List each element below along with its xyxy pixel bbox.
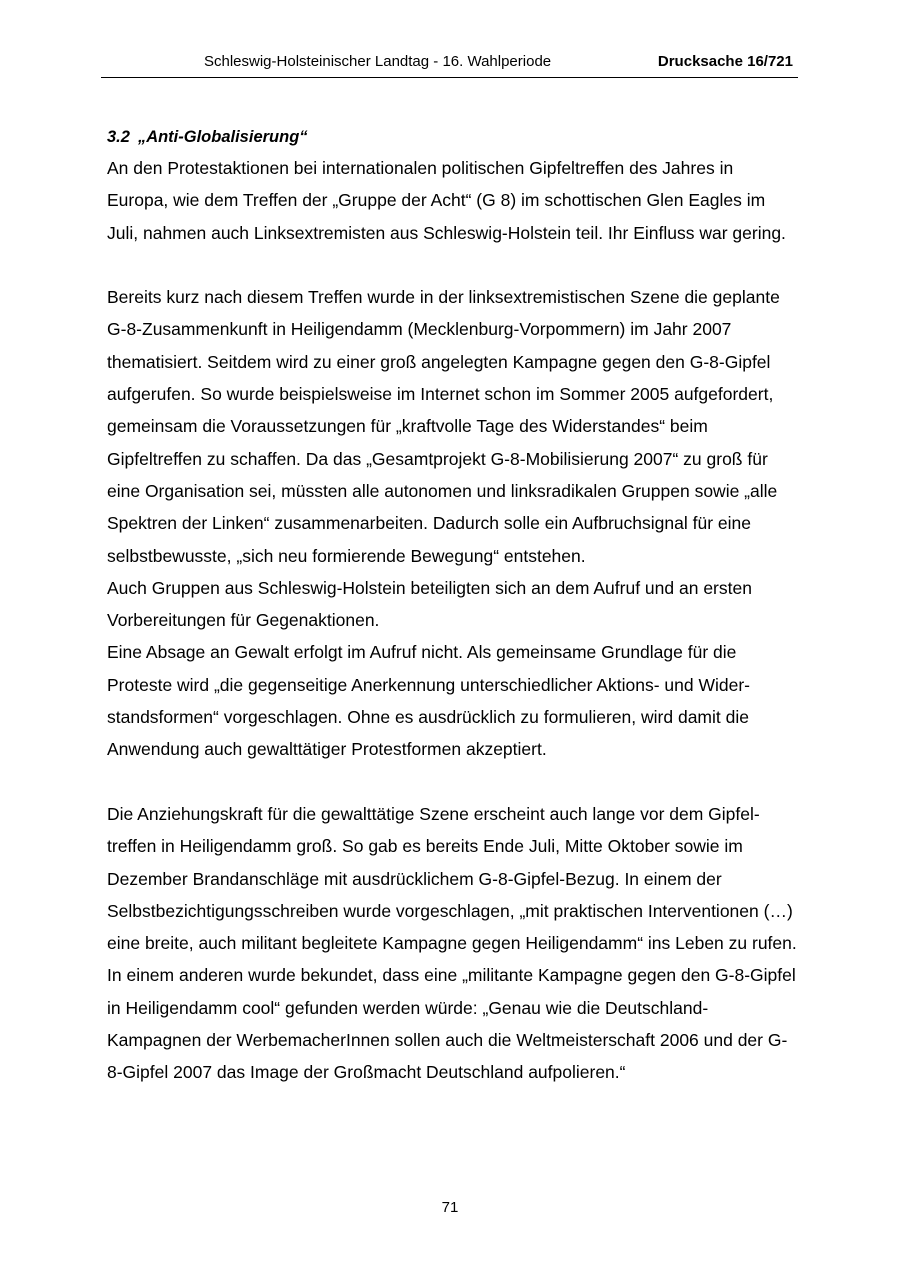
paragraph: Bereits kurz nach diesem Treffen wurde in der linksextremistischen Szene die geplante G-8-Zusammenkunft in Heiligendamm (Mecklenburg-Vorpommern) im Jahr 2007 thematisiert. Seitdem wird zu einer groß angelegten Kampagne gegen den G-8-Gipfel aufgerufen. So wurde beispielsweise im Internet schon im Sommer 2005 aufgefordert, gemeinsam die Voraussetzungen für „kraftvolle Tage des Widerstandes“ beim Gipfeltreffen zu schaffen. Da das „Gesamtprojekt G-8-Mobilisierung 2007“ zu groß für eine Organisation sei, müssten alle autonomen und linksradikalen Gruppen sowie „alle Spektren der Linken“ zusammenarbeiten. Dadurch solle ein Aufbruchsignal für eine selbstbewusste, „sich neu formierende Bewegung“ entstehen. (107, 287, 780, 566)
paragraph: Die Anziehungskraft für die gewalttätige Szene erscheint auch lange vor dem Gipfeltreffen in Heiligendamm groß. So gab es bereits Ende Juli, Mitte Oktober sowie im Dezember Brandanschläge mit ausdrücklichem G-8-Gipfel-Bezug. In einem der Selbstbezichtigungsschreiben wurde vorgeschlagen, „mit praktischen Interventionen (…) eine breite, auch militant begleitete Kampagne gegen Heiligendamm“ ins Leben zu rufen. In einem anderen wurde bekundet, dass eine „militante Kampagne gegen den G-8-Gipfel in Heiligendamm cool“ gefunden werden würde: „Genau wie die Deutschland-Kampagnen der WerbemacherInnen sollen auch die Weltmeisterschaft 2006 und der G-8-Gipfel 2007 das Image der Großmacht Deutschland aufpolieren.“ (107, 803, 797, 1083)
document-number: Drucksache 16/721 (657, 53, 793, 70)
header-title: Schleswig-Holsteinischer Landtag - 16. Wahlperiode (204, 53, 552, 70)
page-number: 71 (441, 1199, 459, 1216)
section-number: 3.2 (107, 128, 130, 146)
page-header (101, 50, 798, 78)
paragraph-spacer (107, 249, 797, 281)
paragraph: Auch Gruppen aus Schleswig-Holstein beteiligten sich an dem Aufruf und an ersten Vorbereitungen für Gegenaktionen. (107, 577, 752, 631)
section-heading (107, 122, 797, 152)
paragraph: An den Protestaktionen bei internationalen politischen Gipfeltreffen des Jahres in Europa, wie dem Treffen der „Gruppe der Acht“ (G 8) im schottischen Glen Eagles im Juli, nahmen auch Linksextremisten aus Schleswig-Holstein teil. Ihr Einfluss war gering. (107, 158, 786, 243)
paragraph-spacer (107, 766, 797, 798)
body-text (107, 152, 797, 1089)
page-content (107, 122, 797, 1089)
section-title: „Anti-Globalisierung“ (137, 128, 308, 146)
paragraph: Eine Absage an Gewalt erfolgt im Aufruf nicht. Als gemeinsame Grundlage für die Proteste wird „die gegenseitige Anerkennung unterschiedlicher Aktions- und Widerstandsformen“ vorgeschlagen. Ohne es ausdrücklich zu formulieren, wird damit die Anwendung auch gewalttätiger Protestformen akzeptiert. (107, 642, 750, 760)
